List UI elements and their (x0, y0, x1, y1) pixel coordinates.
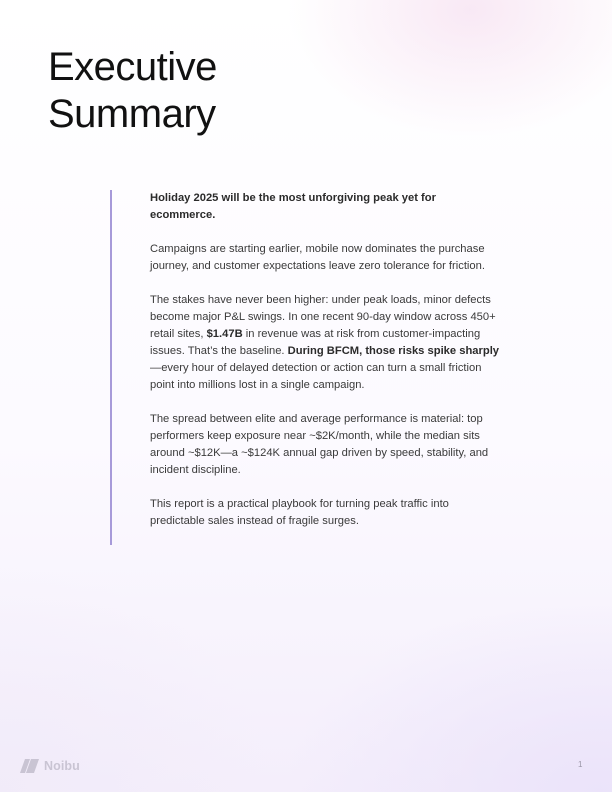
paragraph-performance-spread: The spread between elite and average performance is material: top performers keep exposure near ~$2K/month, while the median sits around ~$12K—a ~$124K annual gap driven by speed, stability, and incident discipline. (150, 413, 489, 476)
page-number: 1 (578, 760, 583, 769)
summary-text (150, 190, 502, 547)
bfcm-emphasis: During BFCM, those risks spike sharply (287, 345, 500, 357)
page-title-line-2: Summary (48, 92, 216, 136)
revenue-at-risk-figure: $1.47B (206, 328, 243, 340)
noibu-logo-icon (20, 759, 39, 773)
paragraph-stakes (150, 292, 502, 394)
accent-bar (110, 190, 112, 545)
noibu-logo (20, 758, 80, 774)
paragraph-playbook: This report is a practical playbook for turning peak traffic into predictable sales instead of fragile surges. (150, 498, 449, 527)
lead-paragraph: Holiday 2025 will be the most unforgiving peak yet for ecommerce. (150, 192, 436, 221)
page-title-line-1: Executive (48, 45, 217, 89)
page-title (48, 44, 217, 138)
stakes-text-2: in revenue was at risk from customer-impacting issues. That’s the baseline. (150, 328, 481, 357)
noibu-logo-word: Noibu (44, 759, 80, 773)
stakes-text-1: The stakes have never been higher: under peak loads, minor defects become major P&L swings. In one recent 90-day window across 450+ retail sites, (150, 294, 496, 340)
stakes-text-3: —every hour of delayed detection or action can turn a small friction point into millions lost in a single campaign. (150, 362, 482, 391)
summary-block (110, 190, 502, 545)
paragraph-campaigns: Campaigns are starting earlier, mobile now dominates the purchase journey, and customer expectations leave zero tolerance for friction. (150, 243, 485, 272)
